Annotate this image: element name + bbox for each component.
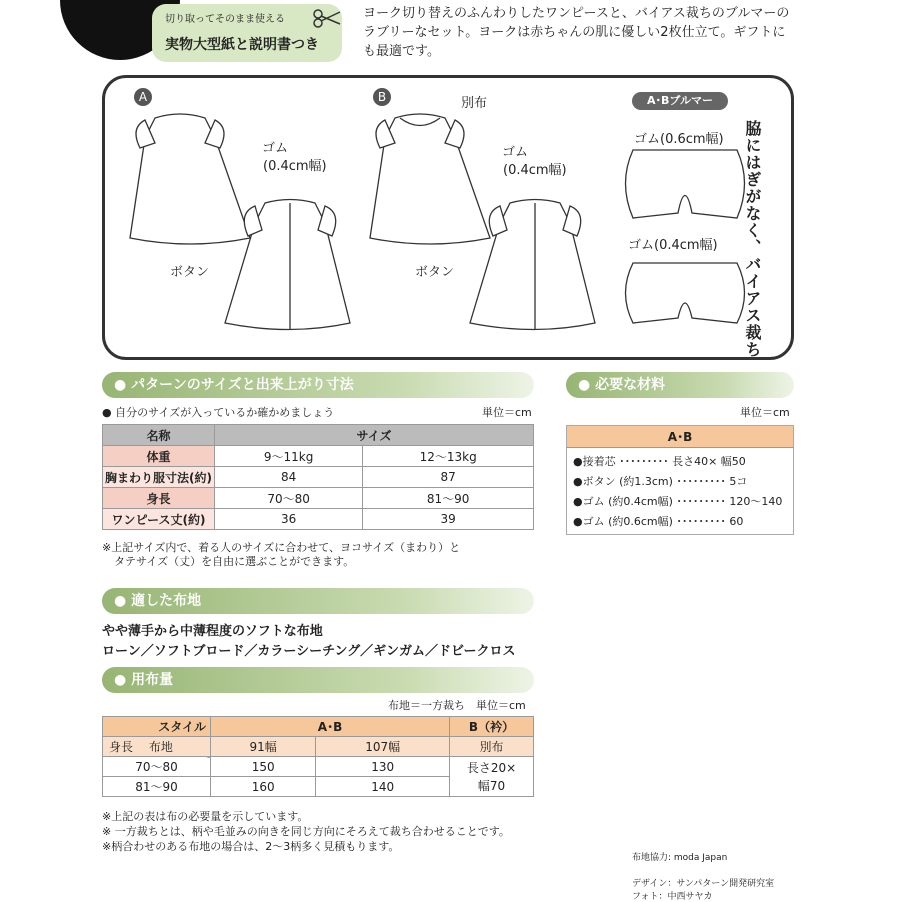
materials-unit: 単位＝cm — [740, 406, 790, 419]
table-row: ワンピース丈(約) 36 39 — [103, 509, 534, 530]
betsununo-label: 別布 — [461, 96, 488, 111]
style-a-label: A — [134, 88, 152, 106]
w107-header: 107幅 — [316, 737, 450, 757]
bloomer-tag: A･Bブルマー — [632, 92, 728, 110]
yardage-note-3: ※柄合わせのある布地の場合は、2～3柄多く見積もります。 — [102, 840, 400, 853]
gomu-b-width: (0.4cm幅) — [503, 163, 567, 178]
list-item: ●ボタン (約1.3cm) ･････････ 5コ — [573, 475, 748, 488]
size-section-title: ● パターンのサイズと出来上がり寸法 — [102, 372, 534, 398]
list-item: ●ゴム (約0.4cm幅) ･････････ 120～140 — [573, 495, 783, 508]
ab-header: A･B — [211, 717, 450, 737]
table-row: 体重 9～11kg 12～13kg — [103, 446, 534, 467]
gomu-04b-label: ゴム(0.4cm幅) — [628, 238, 718, 253]
gomu-a-width: (0.4cm幅) — [263, 159, 327, 174]
collar-width: 幅70 — [477, 778, 506, 793]
bloomer-top — [626, 150, 745, 218]
style-b-label: B — [373, 88, 391, 106]
fabric-section-title: ● 適した布地 — [102, 588, 534, 614]
intro-text: ヨーク切り替えのふんわりしたワンピースと、バイアス裁ちのブルマーのラブリーなセット。ヨークは赤ちゃんの肌に優しい2枚仕立て。ギフトにも最適です。 — [363, 6, 790, 59]
credit-photo: フォト：中西サヤカ — [632, 892, 713, 902]
fabric-label: 布地 — [148, 740, 173, 754]
tag-big-text: 実物大型紙と説明書つき — [165, 37, 319, 53]
fabric-line-1: やや薄手から中薄程度のソフトな布地 — [102, 624, 323, 639]
materials-title: ● 必要な材料 — [566, 372, 794, 398]
table-row: 81～90 160 140 — [103, 777, 534, 797]
size-unit: 単位＝cm — [482, 406, 532, 419]
table-row: 70～80 150 130 長さ20× 幅70 — [103, 757, 534, 777]
yardage-note-1: ※上記の表は布の必要量を示しています。 — [102, 810, 309, 823]
collar-length: 長さ20× — [466, 760, 517, 775]
b-collar-header: B（衿） — [450, 717, 534, 737]
table-row: 身長 70～80 81～90 — [103, 488, 534, 509]
yardage-unit: 布地＝一方裁ち 単位＝cm — [388, 699, 526, 712]
size-header-size: サイズ — [215, 425, 534, 446]
garment-drawings — [100, 78, 800, 358]
button-a-label: ボタン — [170, 265, 210, 280]
size-note-2: タテサイズ（丈）を自由に選ぶことができます。 — [114, 555, 355, 568]
yardage-section-title: ● 用布量 — [102, 667, 534, 693]
fabric-line-2: ローン／ソフトブロード／カラーシーチング／ギンガム／ドビークロス — [102, 644, 516, 659]
gomu-06-label: ゴム(0.6cm幅) — [634, 132, 724, 147]
gomu-a-label: ゴム — [262, 141, 289, 156]
materials-head: A･B — [567, 426, 793, 448]
bloomer-vertical-note: 脇にはぎがなく、バイアス裁ち — [743, 120, 762, 358]
materials-box — [566, 425, 794, 535]
credit-fabric: 布地協力: moda Japan — [632, 853, 728, 863]
style-label: スタイル — [103, 717, 211, 737]
size-hint: ● 自分のサイズが入っているか確かめましょう — [102, 406, 335, 419]
list-item: ●ゴム (約0.6cm幅) ･････････ 60 — [573, 515, 744, 528]
list-item: ●接着芯 ･････････ 長さ40× 幅50 — [573, 455, 746, 468]
table-row: 胸まわり服寸法(約) 84 87 — [103, 467, 534, 488]
size-note-1: ※上記サイズ内で、着る人のサイズに合わせて、ヨコサイズ（まわり）と — [102, 541, 461, 554]
betsununo-header: 別布 — [450, 737, 534, 757]
yardage-table — [102, 716, 534, 797]
credit-design: デザイン：サンパターン開発研究室 — [632, 879, 775, 889]
yardage-note-2: ※ 一方裁ちとは、柄や毛並みの向きを同じ方向にそろえて裁ち合わせることです。 — [102, 825, 510, 838]
button-b-label: ボタン — [415, 265, 455, 280]
tag-small-text: 切り取ってそのまま使える — [165, 14, 285, 25]
bloomer-bottom — [626, 263, 745, 323]
scissors-icon — [312, 8, 342, 28]
size-table — [102, 424, 534, 530]
size-header-name: 名称 — [103, 425, 215, 446]
height-label: 身長 — [109, 740, 134, 754]
w91-header: 91幅 — [211, 737, 316, 757]
gomu-b-label: ゴム — [502, 145, 529, 160]
